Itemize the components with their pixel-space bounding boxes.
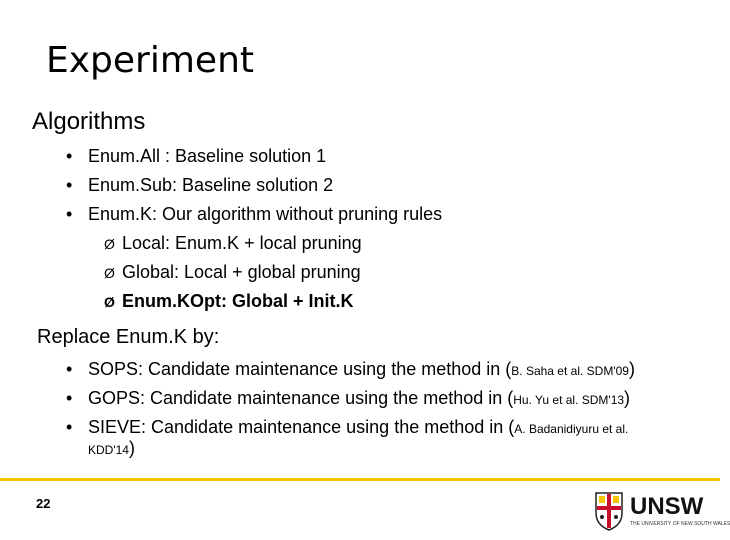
- list-item: • SOPS: Candidate maintenance using the method in (B. Saha et al. SDM'09): [66, 355, 635, 384]
- arrow-icon: Ø: [104, 236, 115, 252]
- list-item: • GOPS: Candidate maintenance using the method in (Hu. Yu et al. SDM'13): [66, 384, 635, 413]
- bullet-icon: •: [66, 204, 73, 224]
- citation: Hu. Yu et al. SDM'13: [513, 393, 625, 407]
- algorithm-list: [66, 142, 442, 229]
- list-item: • Enum.All : Baseline solution 1: [66, 142, 442, 171]
- logo-subtext: THE UNIVERSITY OF NEW SOUTH WALES: [630, 521, 730, 527]
- list-item: • Enum.K: Our algorithm without pruning rules: [66, 200, 442, 229]
- bullet-icon: •: [66, 417, 73, 437]
- algorithms-heading: Algorithms: [32, 108, 146, 135]
- citation-continuation: KDD'14): [88, 438, 135, 458]
- variant-list: [104, 229, 362, 316]
- list-item: Ø Local: Enum.K + local pruning: [104, 229, 362, 258]
- arrow-icon: Ø: [104, 265, 115, 281]
- list-item: Ø Enum.KOpt: Global + Init.K: [104, 287, 362, 316]
- list-item: Ø Global: Local + global pruning: [104, 258, 362, 287]
- slide-title: Experiment: [46, 40, 255, 81]
- unsw-logo: [594, 491, 730, 535]
- bullet-icon: •: [66, 388, 73, 408]
- bullet-icon: •: [66, 146, 73, 166]
- replace-list: [66, 355, 635, 442]
- arrow-icon: Ø: [104, 294, 115, 310]
- crest-icon: [594, 491, 624, 531]
- bullet-icon: •: [66, 175, 73, 195]
- replace-heading: Replace Enum.K by:: [37, 326, 220, 348]
- bullet-icon: •: [66, 359, 73, 379]
- page-number: 22: [36, 496, 51, 511]
- citation: A. Badanidiyuru et al.: [514, 422, 629, 436]
- list-item: • SIEVE: Candidate maintenance using the method in (A. Badanidiyuru et al.: [66, 413, 635, 442]
- list-item: • Enum.Sub: Baseline solution 2: [66, 171, 442, 200]
- footer-divider: [0, 478, 720, 481]
- logo-text: UNSW: [630, 493, 704, 520]
- citation: B. Saha et al. SDM'09: [511, 364, 629, 378]
